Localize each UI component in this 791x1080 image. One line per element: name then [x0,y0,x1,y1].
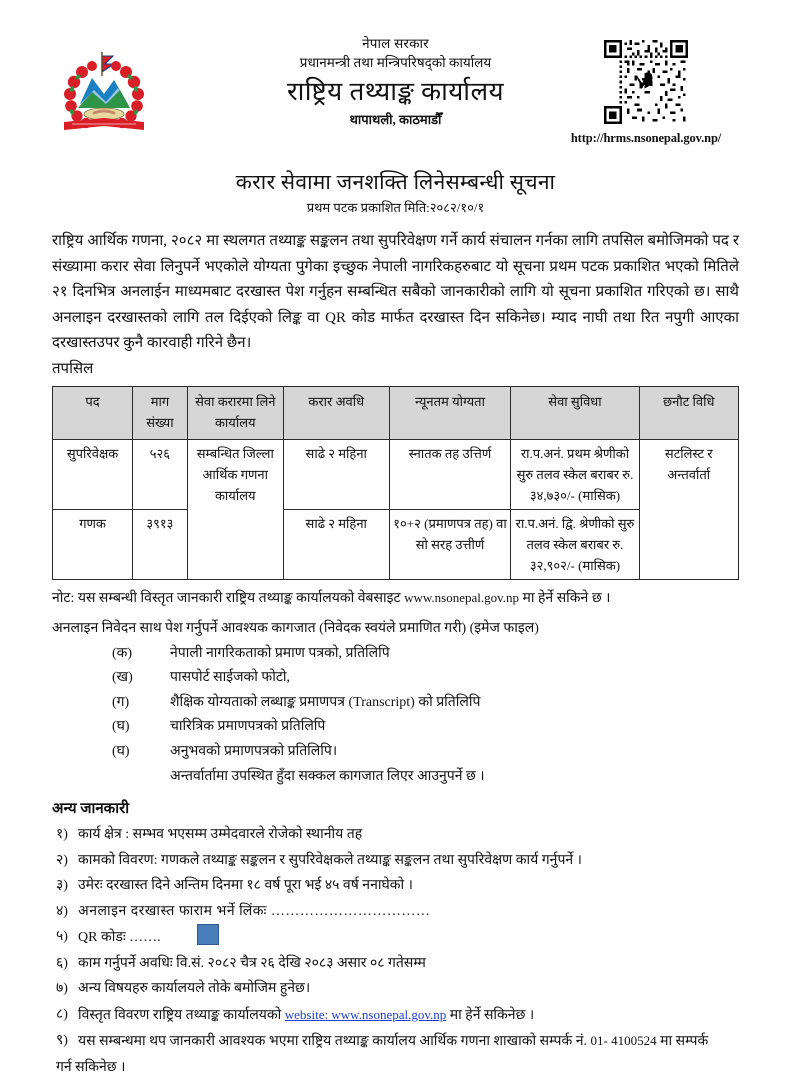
list-item [52,691,739,716]
other-num-4: ४) [52,899,78,925]
other-text-5: QR कोडः ……. [78,930,161,945]
other-text-4: अनलाइन दरखास्त फाराम भर्ने लिंकः …………………………… [78,899,739,925]
table-header-row [53,386,739,439]
table-header-selection: छनौट विधि [639,386,738,439]
note-prefix: नोट: यस सम्बन्धी विस्तृत जानकारी राष्ट्रिय तथ्याङ्क कार्यालयको वेबसाइट [52,591,404,606]
list-item [52,642,739,667]
gov-line-1: नेपाल सरकार [202,34,589,53]
cell-duration-1: साढे २ महिना [283,439,389,509]
documents-intro: अनलाइन निवेदन साथ पेश गर्नुपर्ने आवश्यक कागजात (निवेदक स्वयंले प्रमाणित गरी) (इमेज फाइल) [52,616,739,641]
other-text-6: काम गर्नुपर्ने अवधिः वि.सं. २०८२ चैत्र २६ देखि २०८३ असार ०८ गतेसम्म [78,951,739,977]
list-item [52,740,739,765]
title-block [52,168,739,218]
qr-code-icon[interactable] [604,40,688,124]
vacancy-table [52,386,739,580]
doc-text-gha-2: अनुभवको प्रमाणपत्रको प्रतिलिपि। [170,740,739,765]
cell-office-merged: सम्बन्धित जिल्ला आर्थिक गणना कार्यालय [187,439,283,579]
other-info-heading: अन्य जानकारी [52,796,739,822]
other-text-9-continuation: गर्न सकिनेछ । [52,1055,739,1080]
broken-image-placeholder-icon [197,924,219,945]
table-header-demand: माग संख्या [133,386,188,439]
other-num-8: ८) [52,1002,78,1028]
other-num-2: २) [52,848,78,874]
table-header-duration: करार अवधि [283,386,389,439]
list-item [52,873,739,899]
list-item [52,848,739,874]
doc-key-kha: (ख) [52,666,170,691]
other-text-8-prefix: विस्तृत विवरण राष्ट्रिय तथ्याङ्क कार्यालयको [78,1008,285,1023]
list-item [52,822,739,848]
other-text-8-suffix: मा हेर्ने सकिनेछ । [446,1008,534,1023]
list-item [52,1002,739,1029]
office-address: थापाथली, काठमाडौँ [202,110,589,130]
table-header-qualification: न्यूनतम योग्यता [389,386,511,439]
doc-key-ga: (ग) [52,691,170,716]
other-text-9-suffix: मा सम्पर्क [657,1034,709,1049]
other-num-7: ७) [52,976,78,1002]
cell-qualification-2: १०+२ (प्रमाणपत्र तह) वा सो सरह उत्तीर्ण [389,509,511,579]
contact-phone-number: 01- 4100524 [591,1033,657,1048]
required-documents-list [52,642,739,790]
list-item [52,951,739,977]
cell-post-2: गणक [53,509,133,579]
doc-text-ka: नेपाली नागरिकताको प्रमाण पत्रको, प्रतिलिपि [170,642,739,667]
other-num-1: १) [52,822,78,848]
table-header-benefit: सेवा सुविधा [511,386,639,439]
other-text-3: उमेरः दरखास्त दिने अन्तिम दिनमा १८ वर्ष पूरा भई ४५ वर्ष ननाघेको । [78,873,739,899]
document-header [52,34,739,154]
list-item [52,666,739,691]
other-text-1: कार्य क्षेत्र : सम्भव भएसम्म उम्मेदवारले रोजेको स्थानीय तह [78,822,739,848]
other-num-9: ९) [52,1028,78,1054]
doc-text-kha: पासपोर्ट साईजको फोटो, [170,666,739,691]
doc-key-gha: (घ) [52,715,170,740]
table-row [53,509,739,579]
nsonepal-website-link[interactable]: website: www.nsonepal.gov.np [285,1007,447,1022]
note-website-line [52,585,739,611]
doc-key-gha-2: (घ) [52,740,170,765]
cell-selection-merged: सटलिस्ट र अन्तर्वार्ता [639,439,738,579]
cell-benefit-2: रा.प.अनं. द्वि. श्रेणीको सुरु तलव स्केल बराबर रु. ३२,९०२/- (मासिक) [511,509,639,579]
doc-text-ga: शैक्षिक योग्यताको लब्धाङ्क प्रमाणपत्र (Transcript) को प्रतिलिपि [170,691,739,716]
doc-key-ka: (क) [52,642,170,667]
qr-url-text: http://hrms.nsonepal.gov.np/ [553,131,739,146]
qr-block [553,40,739,146]
table-header-post: पद [53,386,133,439]
other-text-7: अन्य विषयहरु कार्यालयले तोके बमोजिम हुनेछ। [78,976,739,1002]
notice-body-paragraph: राष्ट्रिय आर्थिक गणना, २०८२ मा स्थलगत तथ्याङ्क सङ्कलन तथा सुपरिवेक्षण गर्ने कार्य संचालन गर्नका लागि तपसिल बमोजिमको पद र संख्यामा करार सेवा लिनुपर्ने भएकोले योग्यता पुगेका इच्छुक नेपाली नागरिकहरुबाट यो सूचना प्रथम पटक प्रकाशित भएको मितिले २१ दिनभित्र अनलाईन माध्यमबाट दरखास्त पेश गर्नुहन सम्बन्धित सबैको जानकारीको लागि यो सूचना प्रकाशित गरिएको छ। साथै अनलाइन दरखास्तको लागि तल दिईएको लिङ्क वा QR कोड मार्फत दरखास्त दिन सकिनेछ। म्याद नाघी तथा रित नपुगी आएका दरखास्तउपर कुनै कारवाही गरिने छैन। [52,229,739,357]
list-item [52,715,739,740]
gov-line-2: प्रधानमन्त्री तथा मन्त्रिपरिषद्को कार्यालय [202,53,589,73]
list-item [52,924,739,951]
notice-publish-date: प्रथम पटक प्रकाशित मिति:२०८२/१०/१ [52,198,739,218]
nepal-government-emblem-icon [52,42,156,146]
list-item [52,1028,739,1055]
other-num-5: ५) [52,924,78,950]
interview-note: अन्तर्वार्तामा उपस्थित हुँदा सक्कल कागजात लिएर आउनुपर्ने छ । [52,764,739,789]
cell-demand-1: ५२६ [133,439,188,509]
cell-demand-2: ३९१३ [133,509,188,579]
other-num-3: ३) [52,873,78,899]
office-name: राष्ट्रिय तथ्याङ्क कार्यालय [202,75,589,109]
cell-qualification-1: स्नातक तह उत्तिर्ण [389,439,511,509]
list-item [52,899,739,925]
doc-text-gha: चारित्रिक प्रमाणपत्रको प्रतिलिपि [170,715,739,740]
notice-title: करार सेवामा जनशक्ति लिनेसम्बन्धी सूचना [52,168,739,196]
cell-duration-2: साढे २ महिना [283,509,389,579]
note-website: www.nsonepal.gov.np [404,590,519,605]
note-suffix: मा हेर्ने सकिने छ । [519,591,610,606]
other-num-6: ६) [52,951,78,977]
table-row [53,439,739,509]
list-item [52,976,739,1002]
other-text-9-prefix: यस सम्बन्धमा थप जानकारी आवश्यक भएमा राष्ट्रिय तथ्याङ्क कार्यालय आर्थिक गणना शाखाको सम्पर्क नं. [78,1034,591,1049]
table-header-office: सेवा करारमा लिने कार्यालय [187,386,283,439]
cell-post-1: सुपरिवेक्षक [53,439,133,509]
cell-benefit-1: रा.प.अनं. प्रथम श्रेणीको सुरु तलव स्केल बराबर रु. ३४,७३०/- (मासिक) [511,439,639,509]
other-text-2: कामको विवरण: गणकले तथ्याङ्क सङ्कलन र सुपरिवेक्षकले तथ्याङ्क सङ्कलन तथा सुपरिवेक्षण कार्य गर्नुपर्ने । [78,848,739,874]
tapasil-label: तपसिल [52,357,739,382]
